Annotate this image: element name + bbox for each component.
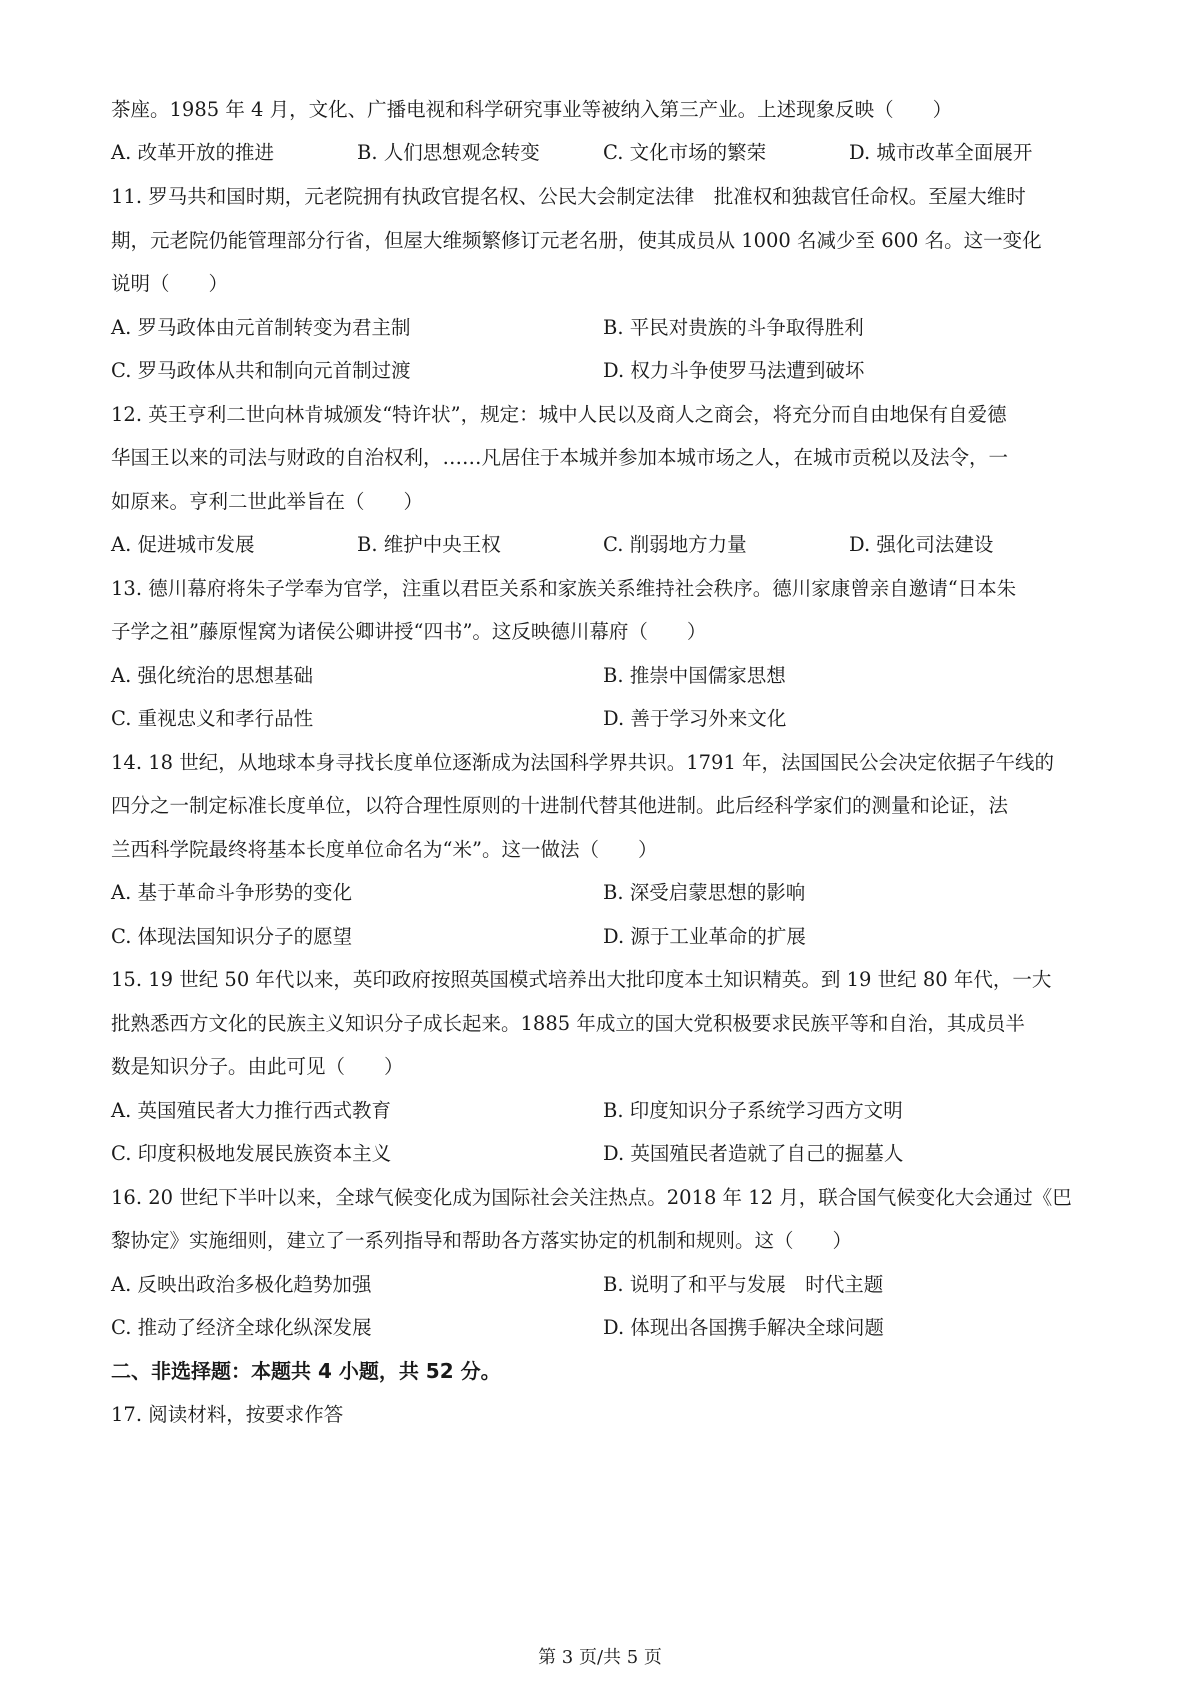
q14-stem-line-2: 四分之一制定标准长度单位，以符合理性原则的十进制代替其他进制。此后经科学家们的测量和论证，法 xyxy=(111,794,1009,817)
q15-option-c[interactable]: C. 印度积极地发展民族资本主义 xyxy=(111,1142,392,1165)
q15-option-b[interactable]: B. 印度知识分子系统学习西方文明 xyxy=(603,1099,903,1122)
q16-option-c[interactable]: C. 推动了经济全球化纵深发展 xyxy=(111,1316,372,1339)
section-title-non-choice: 二、非选择题：本题共 4 小题，共 52 分。 xyxy=(111,1359,501,1383)
q13-stem-line-1: 13. 德川幕府将朱子学奉为官学，注重以君臣关系和家族关系维持社会秩序。德川家康曾亲自邀请“日本朱 xyxy=(111,577,1017,600)
q15-stem-line-3: 数是知识分子。由此可见（ ） xyxy=(111,1055,404,1078)
q13-option-a[interactable]: A. 强化统治的思想基础 xyxy=(111,664,313,687)
q11-option-d[interactable]: D. 权力斗争使罗马法遭到破坏 xyxy=(603,359,865,382)
q13-stem-line-2: 子学之祖”藤原惺窝为诸侯公卿讲授“四书”。这反映德川幕府（ ） xyxy=(111,620,707,643)
q11-stem-line-2: 期，元老院仍能管理部分行省，但屋大维频繁修订元老名册，使其成员从 1000 名减少至 600 名。这一变化 xyxy=(111,229,1042,252)
q12-stem-line-3: 如原来。亨利二世此举旨在（ ） xyxy=(111,490,424,513)
q12-option-c[interactable]: C. 削弱地方力量 xyxy=(603,533,747,556)
q10-stem-tail: 茶座。1985 年 4 月，文化、广播电视和科学研究事业等被纳入第三产业。上述现象反映（ ） xyxy=(111,98,953,121)
q10-option-b[interactable]: B. 人们思想观念转变 xyxy=(357,141,540,164)
q14-stem-line-3: 兰西科学院最终将基本长度单位命名为“米”。这一做法（ ） xyxy=(111,838,658,861)
q16-stem-line-1: 16. 20 世纪下半叶以来，全球气候变化成为国际社会关注热点。2018 年 12 月，联合国气候变化大会通过《巴 xyxy=(111,1186,1072,1209)
q16-stem-line-2: 黎协定》实施细则，建立了一系列指导和帮助各方落实协定的机制和规则。这（ ） xyxy=(111,1229,853,1252)
q17-intro: 17. 阅读材料，按要求作答 xyxy=(111,1403,344,1426)
q15-stem-line-1: 15. 19 世纪 50 年代以来，英印政府按照英国模式培养出大批印度本土知识精英。到 19 世纪 80 年代，一大 xyxy=(111,968,1052,991)
q16-option-a[interactable]: A. 反映出政治多极化趋势加强 xyxy=(111,1273,372,1296)
q12-stem-line-1: 12. 英王亨利二世向林肯城颁发“特许状”，规定：城中人民以及商人之商会，将充分而自由地保有自爱德 xyxy=(111,403,1007,426)
q11-option-b[interactable]: B. 平民对贵族的斗争取得胜利 xyxy=(603,316,864,339)
q13-option-c[interactable]: C. 重视忠义和孝行品性 xyxy=(111,707,314,730)
q10-option-a[interactable]: A. 改革开放的推进 xyxy=(111,141,274,164)
q13-option-b[interactable]: B. 推崇中国儒家思想 xyxy=(603,664,786,687)
q10-option-d[interactable]: D. 城市改革全面展开 xyxy=(849,141,1033,164)
q15-option-d[interactable]: D. 英国殖民者造就了自己的掘墓人 xyxy=(603,1142,904,1165)
q14-option-a[interactable]: A. 基于革命斗争形势的变化 xyxy=(111,881,352,904)
q11-option-c[interactable]: C. 罗马政体从共和制向元首制过渡 xyxy=(111,359,411,382)
q11-stem-line-3: 说明（ ） xyxy=(111,272,229,295)
q14-stem-line-1: 14. 18 世纪，从地球本身寻找长度单位逐渐成为法国科学界共识。1791 年，法国国民公会决定依据子午线的 xyxy=(111,751,1055,774)
q15-option-a[interactable]: A. 英国殖民者大力推行西式教育 xyxy=(111,1099,391,1122)
q16-option-b[interactable]: B. 说明了和平与发展 时代主题 xyxy=(603,1273,884,1296)
q12-option-d[interactable]: D. 强化司法建设 xyxy=(849,533,994,556)
q12-option-a[interactable]: A. 促进城市发展 xyxy=(111,533,255,556)
q14-option-b[interactable]: B. 深受启蒙思想的影响 xyxy=(603,881,806,904)
q12-option-b[interactable]: B. 维护中央王权 xyxy=(357,533,501,556)
q16-option-d[interactable]: D. 体现出各国携手解决全球问题 xyxy=(603,1316,884,1339)
q14-option-d[interactable]: D. 源于工业革命的扩展 xyxy=(603,925,806,948)
q12-stem-line-2: 华国王以来的司法与财政的自治权利，……凡居住于本城并参加本城市场之人，在城市贡税以及法令，一 xyxy=(111,446,1009,469)
q10-option-c[interactable]: C. 文化市场的繁荣 xyxy=(603,141,767,164)
q11-option-a[interactable]: A. 罗马政体由元首制转变为君主制 xyxy=(111,316,411,339)
q14-option-c[interactable]: C. 体现法国知识分子的愿望 xyxy=(111,925,353,948)
q11-stem-line-1: 11. 罗马共和国时期，元老院拥有执政官提名权、公民大会制定法律 批准权和独裁官任命权。至屋大维时 xyxy=(111,185,1026,208)
page-footer: 第 3 页/共 5 页 xyxy=(538,1647,662,1668)
q15-stem-line-2: 批熟悉西方文化的民族主义知识分子成长起来。1885 年成立的国大党积极要求民族平等和自治，其成员半 xyxy=(111,1012,1025,1035)
q13-option-d[interactable]: D. 善于学习外来文化 xyxy=(603,707,787,730)
